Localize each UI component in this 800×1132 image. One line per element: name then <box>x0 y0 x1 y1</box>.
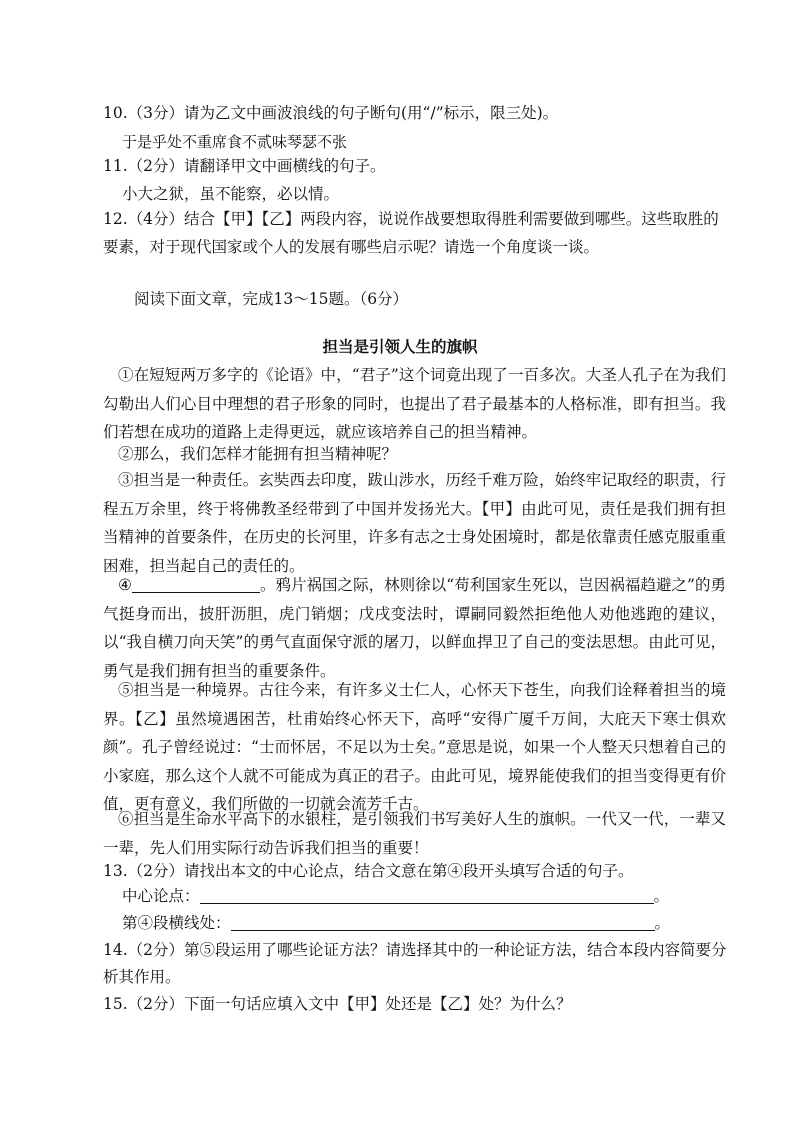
question-14-line1: 14.（2分）第⑤段运用了哪些论证方法？请选择其中的一种论证方法，结合本段内容简要分 <box>103 941 727 959</box>
reading-intro: 阅读下面文章，完成13～15题。（6分） <box>134 290 409 308</box>
paragraph-4-answer-end: 。 <box>654 914 671 932</box>
central-argument-label: 中心论点： <box>122 887 200 905</box>
question-13-stem: 13.（2分）请找出本文的中心论点，结合文意在第④段开头填写合适的句子。 <box>103 862 634 880</box>
question-10-stem: 10.（3分）请为乙文中画波浪线的句子断句(用“/”标示，限三处)。 <box>103 104 559 122</box>
paragraph-4-answer-label: 第④段横线处： <box>122 914 231 932</box>
paragraph-6: ⑥担当是生命水平高下的水银柱，是引领我们书写美好人生的旗帜。一代又一代，一辈又一辈，先人们用实际行动告诉我们担当的重要！ <box>103 810 726 857</box>
paragraph-4-text: 。鸦片祸国之际，林则徐以“苟利国家生死以，岂因祸福趋避之”的勇气挺身而出，披肝沥胆，虎门销烟；戊戌变法时，谭嗣同毅然拒绝他人劝他逃跑的建议，以“我自横刀向天笑”的勇气直面保守派的屠刀，以鲜血捍卫了自己的变法思想。由此可见，勇气是我们拥有担当的重要条件。 <box>103 576 726 680</box>
central-argument-blank[interactable] <box>200 887 654 904</box>
question-11-stem: 11.（2分）请翻译甲文中画横线的句子。 <box>103 157 386 175</box>
question-12-line1: 12.（4分）结合【甲】【乙】两段内容，说说作战要想取得胜利需要做到哪些。这些取胜的 <box>103 210 719 228</box>
question-11-sentence: 小大之狱，虽不能察，必以情。 <box>122 185 340 203</box>
paragraph-1: ①在短短两万多字的《论语》中，“君子”这个词竟出现了一百多次。大圣人孔子在为我们勾勒出人们心目中理想的君子形象的同时，也提出了君子最基本的人格标准，即有担当。我们若想在成功的道路上走得更远，就应该培养自己的担当精神。 <box>103 366 726 442</box>
paragraph-2: ②那么，我们怎样才能拥有担当精神呢？ <box>118 445 398 463</box>
paragraph-3: ③担当是一种责任。玄奘西去印度，跋山涉水，历经千难万险，始终牢记取经的职责，行程五万余里，终于将佛教圣经带到了中国并发扬光大。【甲】由此可见，责任是我们拥有担当精神的首要条件，在历史的长河里，许多有志之士身处困境时，都是依靠责任感克服重重困难，担当起自己的责任的。 <box>103 471 726 575</box>
article-title: 担当是引领人生的旗帜 <box>322 338 478 356</box>
paragraph-4-answer-row <box>122 913 670 933</box>
question-12-line2: 要素，对于现代国家或个人的发展有哪些启示呢？请选一个角度谈一谈。 <box>103 238 600 256</box>
paragraph-4-blank[interactable] <box>132 576 260 593</box>
central-argument-end: 。 <box>653 887 670 905</box>
question-10-sentence: 于是乎处不重席食不贰味琴瑟不张 <box>122 133 348 151</box>
paragraph-4 <box>103 571 726 685</box>
question-15-stem: 15.（2分）下面一句话应填入文中【甲】处还是【乙】处？为什么？ <box>103 995 572 1013</box>
paragraph-5: ⑤担当是一种境界。古往今来，有许多义士仁人，心怀天下苍生，向我们诠释着担当的境界。【乙】虽然境遇困苦，杜甫始终心怀天下，高呼“安得广厦千万间，大庇天下寒士俱欢颜”。孔子曾经说过：“士而怀居，不足以为士矣。”意思是说，如果一个人整天只想着自己的小家庭，那么这个人就不可能成为真正的君子。由此可见，境界能使我们的担当变得更有价值，更有意义，我们所做的一切就会流芳千古。 <box>103 681 726 814</box>
question-14-line2: 析其作用。 <box>103 968 181 986</box>
paragraph-4-answer-blank[interactable] <box>231 914 655 931</box>
central-argument-row <box>122 886 669 906</box>
paragraph-4-marker: ④ <box>118 576 132 594</box>
